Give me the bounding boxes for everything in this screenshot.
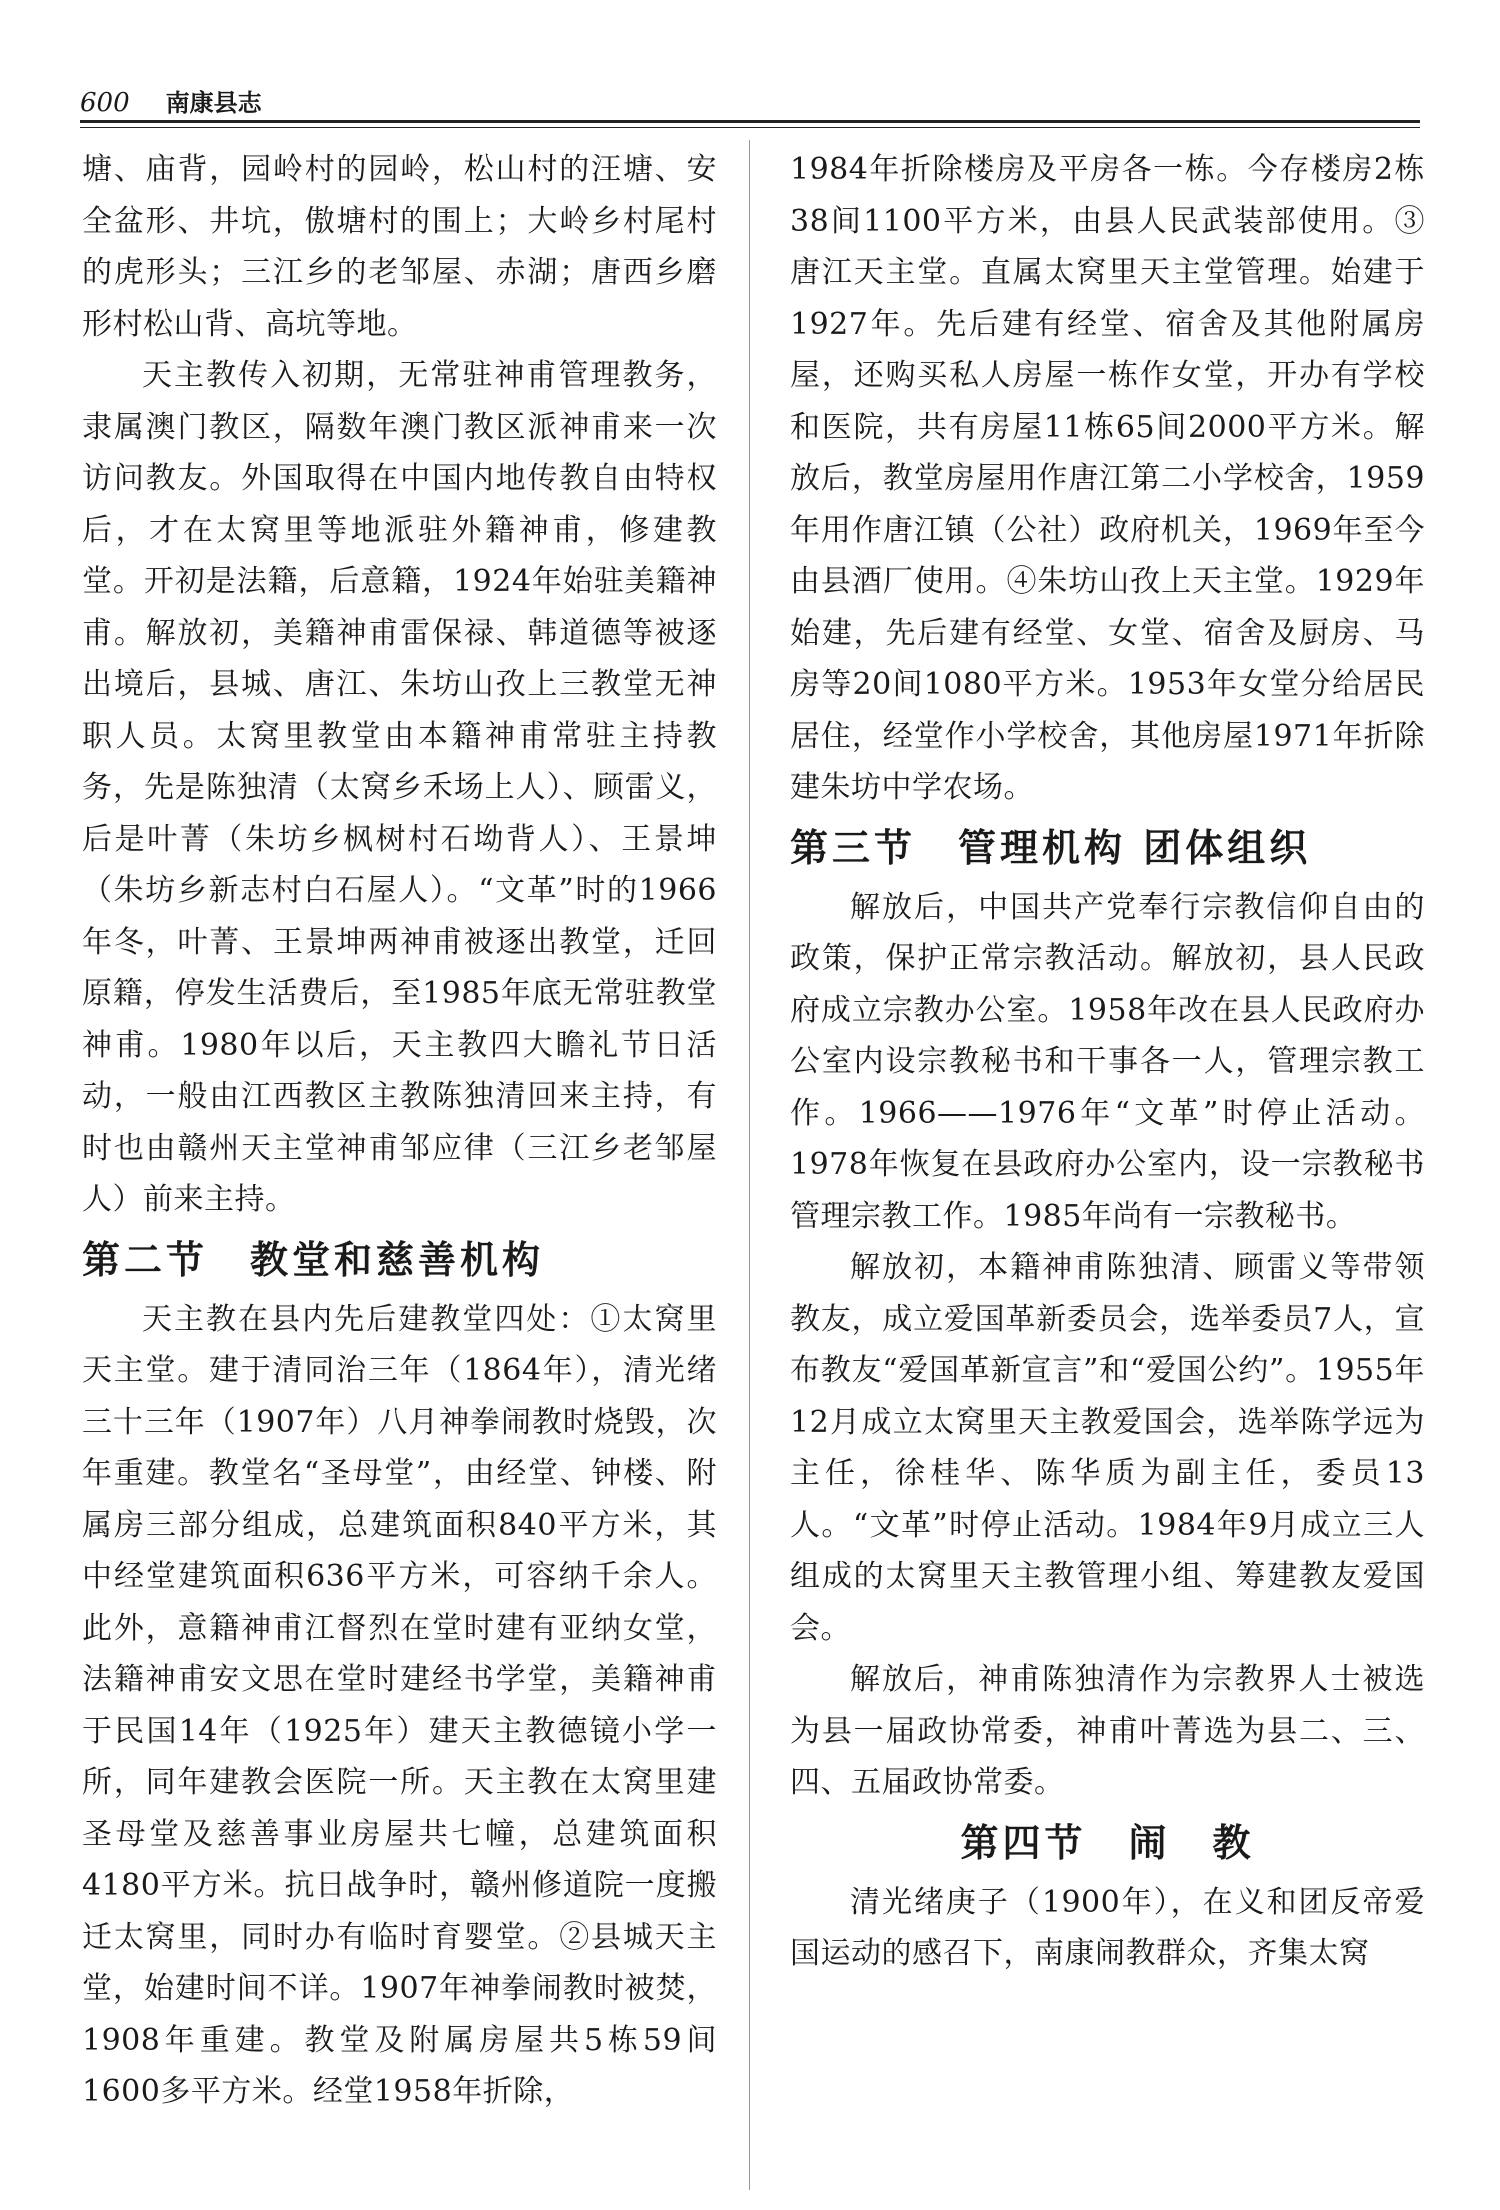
- paragraph-boxer-movement: 清光绪庚子（1900年），在义和团反帝爱国运动的感召下，南康闹教群众，齐集太窝: [790, 1884, 1425, 1971]
- book-title: 南康县志: [165, 89, 262, 117]
- left-column: [82, 144, 717, 2118]
- paragraph-religious-office: 解放后，中国共产党奉行宗教信仰自由的政策，保护正常宗教活动。解放初，县人民政府成立宗教办公室。1958年改在县人民政府办公室内设宗教秘书和干事各一人，管理宗教工作。1966——1976年“文革”时停止活动。1978年恢复在县政府办公室内，设一宗教秘书管理宗教工作。1985年尚有一宗教秘书。: [790, 889, 1425, 1234]
- section-heading-anti-church: 第四节 闹 教: [960, 1819, 1255, 1865]
- paragraph-place-names: 塘、庙背，园岭村的园岭，松山村的汪塘、安全盆形、井坑，傲塘村的围上；大岭乡村尾村的虎形头；三江乡的老邹屋、赤湖；唐西乡磨形村松山背、高坑等地。: [82, 152, 717, 342]
- paragraph-catholic-history: 天主教传入初期，无常驻神甫管理教务，隶属澳门教区，隔数年澳门教区派神甫来一次访问教友。外国取得在中国内地传教自由特权后，才在太窝里等地派驻外籍神甫，修建教堂。开初是法籍，后意籍，1924年始驻美籍神甫。解放初，美籍神甫雷保禄、韩道德等被逐出境后，县城、唐江、朱坊山孜上三教堂无神职人员。太窝里教堂由本籍神甫常驻主持教务，先是陈独清（太窝乡禾场上人）、顾雷义，后是叶菁（朱坊乡枫树村石坳背人）、王景坤（朱坊乡新志村白石屋人）。“文革”时的1966年冬，叶菁、王景坤两神甫被逐出教堂，迁回原籍，停发生活费后，至1985年底无常驻教堂神甫。1980年以后，天主教四大瞻礼节日活动，一般由江西教区主教陈独清回来主持，有时也由赣州天主堂神甫邹应律（三江乡老邹屋人）前来主持。: [82, 358, 717, 1217]
- section-heading-management: 第三节 管理机构 团体组织: [790, 824, 1312, 870]
- header-rule-thin: [80, 127, 1420, 128]
- paragraph-churches-continued: 1984年折除楼房及平房各一栋。今存楼房2栋38间1100平方米，由县人民武装部使用。③唐江天主堂。直属太窝里天主堂管理。始建于1927年。先后建有经堂、宿舍及其他附属房屋，还购买私人房屋一栋作女堂，开办有学校和医院，共有房屋11栋65间2000平方米。解放后，教堂房屋用作唐江第二小学校舍，1959年用作唐江镇（公社）政府机关，1969年至今由县酒厂使用。④朱坊山孜上天主堂。1929年始建，先后建有经堂、女堂、宿舍及厨房、马房等20间1080平方米。1953年女堂分给居民居住，经堂作小学校舍，其他房屋1971年折除建朱坊中学农场。: [790, 152, 1425, 805]
- column-divider: [749, 140, 750, 2190]
- header-rule-thick: [80, 120, 1420, 123]
- paragraph-patriotic-association: 解放初，本籍神甫陈独清、顾雷义等带领教友，成立爱国革新委员会，选举委员7人，宣布教友“爱国革新宣言”和“爱国公约”。1955年12月成立太窝里天主教爱国会，选举陈学远为主任，徐桂华、陈华质为副主任，委员13人。“文革”时停止活动。1984年9月成立三人组成的太窝里天主教管理小组、筹建教友爱国会。: [790, 1250, 1425, 1646]
- page-number: 600: [80, 88, 130, 118]
- right-column: [790, 144, 1425, 1980]
- paragraph-cppcc: 解放后，神甫陈独清作为宗教界人士被选为县一届政协常委，神甫叶菁选为县二、三、四、五届政协常委。: [790, 1662, 1425, 1800]
- section-heading-churches: 第二节 教堂和慈善机构: [82, 1236, 545, 1282]
- paragraph-churches: 天主教在县内先后建教堂四处：①太窝里天主堂。建于清同治三年（1864年），清光绪三十三年（1907年）八月神拳闹教时烧毁，次年重建。教堂名“圣母堂”，由经堂、钟楼、附属房三部分组成，总建筑面积840平方米，其中经堂建筑面积636平方米，可容纳千余人。此外，意籍神甫江督烈在堂时建有亚纳女堂，法籍神甫安文思在堂时建经书学堂，美籍神甫于民国14年（1925年）建天主教德镜小学一所，同年建教会医院一所。天主教在太窝里建圣母堂及慈善事业房屋共七幢，总建筑面积4180平方米。抗日战争时，赣州修道院一度搬迁太窝里，同时办有临时育婴堂。②县城天主堂，始建时间不详。1907年神拳闹教时被焚，1908年重建。教堂及附属房屋共5栋59间1600多平方米。经堂1958年折除，: [82, 1301, 717, 2109]
- page-header: [80, 68, 1420, 118]
